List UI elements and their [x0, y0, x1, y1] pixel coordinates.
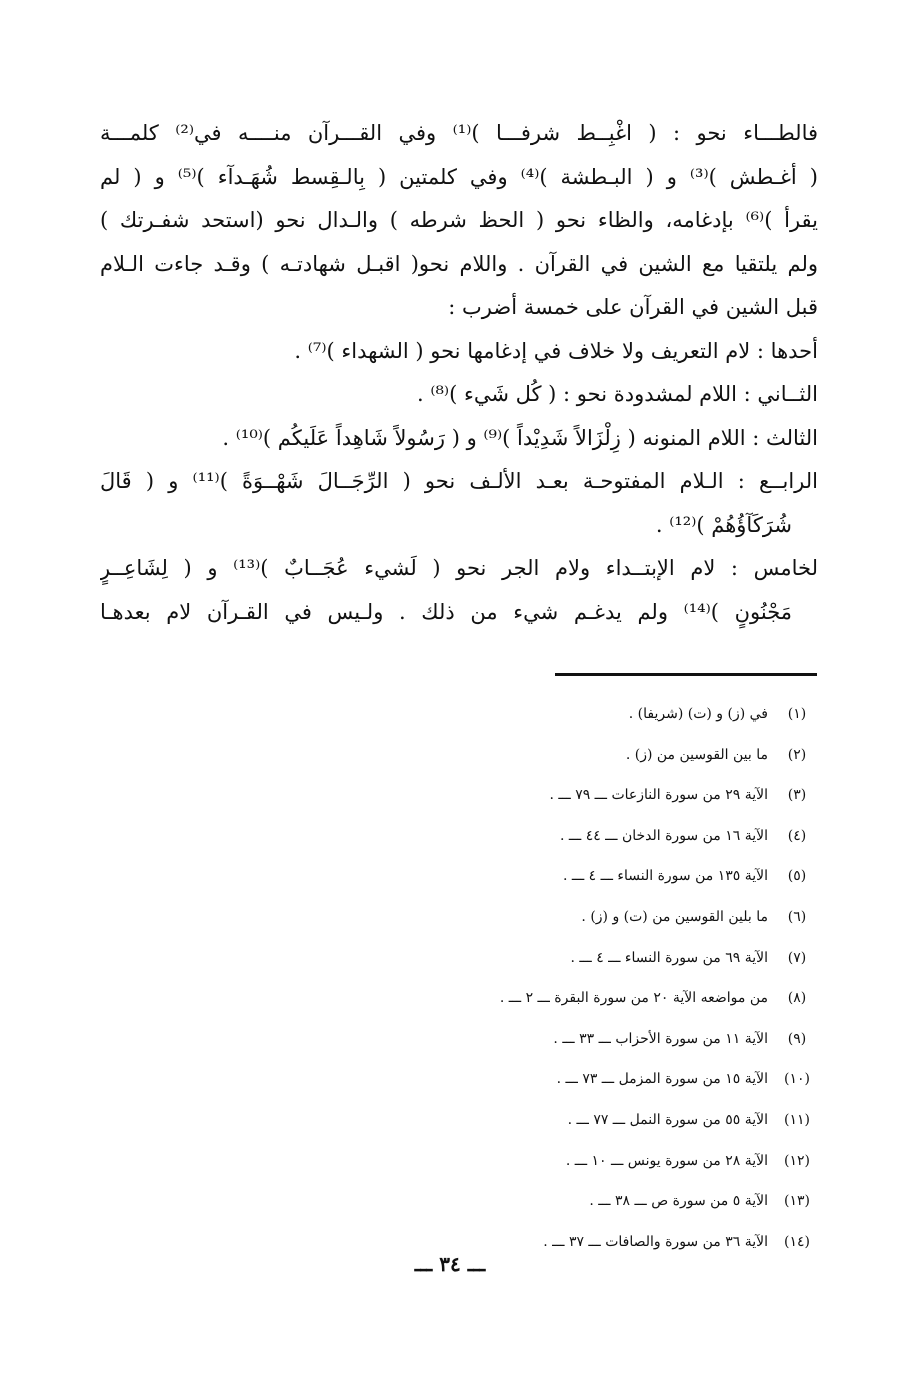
- footnote: [380, 1181, 818, 1222]
- footnote-number: (١١): [784, 1111, 810, 1128]
- footnote-text: الآية ٥ من سورة ص ـــ ٣٨ ـــ .: [589, 1193, 768, 1210]
- footnote: [380, 1019, 818, 1060]
- footnote: [380, 1100, 818, 1141]
- footnote-number: (١٠): [784, 1071, 810, 1088]
- list-item-fifth: لخامس : لام الإبتــداء ولام الجر نحو ( لَشيء عُجَــابٌ )⁽¹³⁾ و ( لِشَاعِــرٍ: [100, 556, 818, 580]
- list-item-first: أحدها : لام التعريف ولا خلاف في إدغامها نحو ( الشهداء )⁽⁷⁾ .: [294, 338, 818, 363]
- footnote-text: الآية ٥٥ من سورة النمل ـــ ٧٧ ـــ .: [567, 1111, 768, 1128]
- footnote: [380, 897, 818, 938]
- footnote-text: في (ز) و (ت) (شريفا) .: [628, 706, 768, 722]
- footnote-text: الآية ٢٩ من سورة النازعات ـــ ٧٩ ـــ .: [549, 787, 768, 804]
- footnote-text: الآية ١٣٥ من سورة النساء ـــ ٤ ـــ .: [563, 868, 768, 885]
- footnote-text: الآية ٦٩ من سورة النساء ـــ ٤ ـــ .: [570, 949, 768, 966]
- footnote-separator: [555, 673, 817, 676]
- footnote: [380, 694, 818, 735]
- footnote: [380, 1141, 818, 1182]
- footnotes: [380, 694, 818, 1262]
- footnote-text: الآية ١٦ من سورة الدخان ـــ ٤٤ ـــ .: [560, 827, 768, 844]
- list-item-third: الثالث : اللام المنونه ( زِلْزَالاً شَدِيْداً )⁽⁹⁾ و ( رَسُولاً شَاهِداً عَلَيكُم )⁽¹⁰⁾ .: [222, 425, 818, 450]
- list-item-fourth-continued: شُرَكَآؤُهُمْ )⁽¹²⁾ .: [655, 512, 792, 537]
- list-item-fourth: الرابــع : الـلام المفتوحـة بعـد الألـف نحو ( الرِّجَــالَ شَهْــوَةً )⁽¹¹⁾ و ( قَالَ: [100, 469, 818, 493]
- footnote: [380, 978, 818, 1019]
- footnote: [380, 856, 818, 897]
- footnote-number: (٣): [787, 787, 807, 804]
- main-text: [100, 112, 818, 634]
- footnote-text: الآية ٢٨ من سورة يونس ـــ ١٠ ـــ .: [565, 1152, 768, 1169]
- page-number: ـــ ٣٤ ـــ: [414, 1252, 486, 1276]
- footnote-number: (٨): [787, 990, 807, 1007]
- footnote-text: الآية ٣٦ من سورة والصافات ـــ ٣٧ ـــ .: [543, 1233, 768, 1250]
- text-line: قبل الشين في القرآن على خمسة أضرب :: [448, 295, 818, 319]
- text-line: ولم يلتقيا مع الشين في القرآن . واللام نحو( اقبـل شهادتـه ) وقـد جاءت الـلام: [100, 251, 818, 276]
- footnote-number: (٦): [787, 908, 807, 925]
- footnote-number: (١٢): [784, 1152, 810, 1169]
- footnote-text: ما بين القوسين من (ز) .: [625, 746, 768, 763]
- footnote-text: الآية ١١ من سورة الأحزاب ـــ ٣٣ ـــ .: [553, 1030, 768, 1047]
- footnote-number: (٧): [787, 949, 807, 966]
- text-line: فالطـــاء نحو : ( اغْبِــط شرفـــا )⁽¹⁾ وفي القـــرآن منــــه في⁽²⁾ كلمـــة: [100, 121, 818, 145]
- footnote-number: (١٣): [784, 1193, 810, 1210]
- footnote-text: ما بلين القوسين من (ت) و (ز) .: [581, 908, 768, 925]
- text-line: ( أغـطش )⁽³⁾ و ( البـطشة )⁽⁴⁾ وفي كلمتين ( بِالـقِسط شُهَـدآء )⁽⁵⁾ و ( لم: [100, 164, 818, 189]
- footnote-number: (٥): [787, 868, 807, 885]
- text-line: مَجْنُونٍ )⁽¹⁴⁾ ولم يدغـم شيء من ذلك . ولـيس في القـرآن لام بعدهـا: [100, 599, 793, 624]
- list-item-second: الثــاني : اللام لمشدودة نحو : ( كُل شَيء )⁽⁸⁾ .: [416, 382, 818, 406]
- footnote: [380, 735, 818, 776]
- footnote-number: (٤): [787, 827, 807, 844]
- text-line: يقرأ )⁽⁶⁾ بإدغامه، والظاء نحو ( الحظ شرطه ) والـدال نحو (استحد شفـرتك ): [100, 208, 818, 232]
- footnote-number: (٢): [787, 746, 807, 763]
- footnote: [380, 1059, 818, 1100]
- footnote-text: من مواضعه الآية ٢٠ من سورة البقرة ـــ ٢ ـــ .: [499, 990, 768, 1007]
- footnote-text: الآية ١٥ من سورة المزمل ـــ ٧٣ ـــ .: [556, 1071, 768, 1088]
- footnote: [380, 816, 818, 857]
- footnote: [380, 938, 818, 979]
- footnote: [380, 775, 818, 816]
- footnote-number: (١): [787, 706, 807, 722]
- footnote-number: (١٤): [784, 1233, 810, 1250]
- footnote-number: (٩): [787, 1030, 807, 1047]
